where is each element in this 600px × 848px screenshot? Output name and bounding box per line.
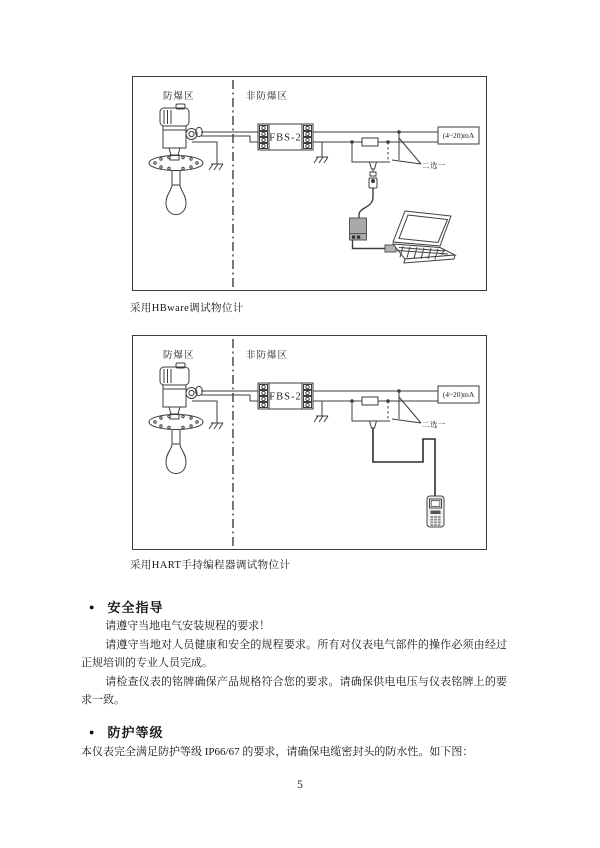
- bullet-icon: ●: [89, 602, 95, 612]
- paragraph: 请遵守当地电气安装规程的要求！: [105, 620, 271, 632]
- bullet-icon: ●: [89, 727, 95, 737]
- diagram-caption-hbware: 采用HBware调试物位计: [130, 303, 244, 314]
- output-signal-label: (4~20)mA: [442, 390, 475, 399]
- zone-label-hazardous: 防爆区: [163, 92, 195, 102]
- zone-label-nonhazardous: 非防爆区: [246, 92, 289, 102]
- zone-label-hazardous: 防爆区: [163, 351, 195, 361]
- section-safety-guidance: [89, 597, 163, 617]
- page-number: 5: [297, 779, 303, 791]
- paragraph: 请遵守当地对人员健康和安全的规程要求。所有对仪表电气部件的操作必须由经过正规培训的专业人员完成。: [81, 638, 507, 670]
- section-protection-body: [81, 743, 507, 762]
- barrier-label: FBS-2: [269, 391, 302, 403]
- section-safety-body: [81, 617, 507, 710]
- diagram-caption-hart: 采用HART手持编程器调试物位计: [130, 560, 291, 571]
- wiring-diagram-hart-handheld: [132, 335, 487, 550]
- paragraph: 本仪表完全满足防护等级 IP66/67 的要求，请确保电缆密封头的防水性。如下图：: [81, 746, 474, 758]
- wiring-diagram-hbware: [132, 76, 487, 291]
- section-title-protection: 防护等级: [107, 725, 164, 740]
- paragraph: 请检查仪表的铭牌确保产品规格符合您的要求。请确保供电电压与仪表铭牌上的要求一致。: [81, 675, 507, 707]
- section-protection-rating: [89, 722, 163, 742]
- zone-label-nonhazardous: 非防爆区: [246, 351, 289, 361]
- section-title-safety: 安全指导: [107, 600, 164, 615]
- choice-label: 二选一: [422, 161, 446, 170]
- output-signal-label: (4~20)mA: [442, 131, 475, 140]
- choice-label: 二选一: [422, 420, 446, 429]
- barrier-label: FBS-2: [269, 132, 302, 144]
